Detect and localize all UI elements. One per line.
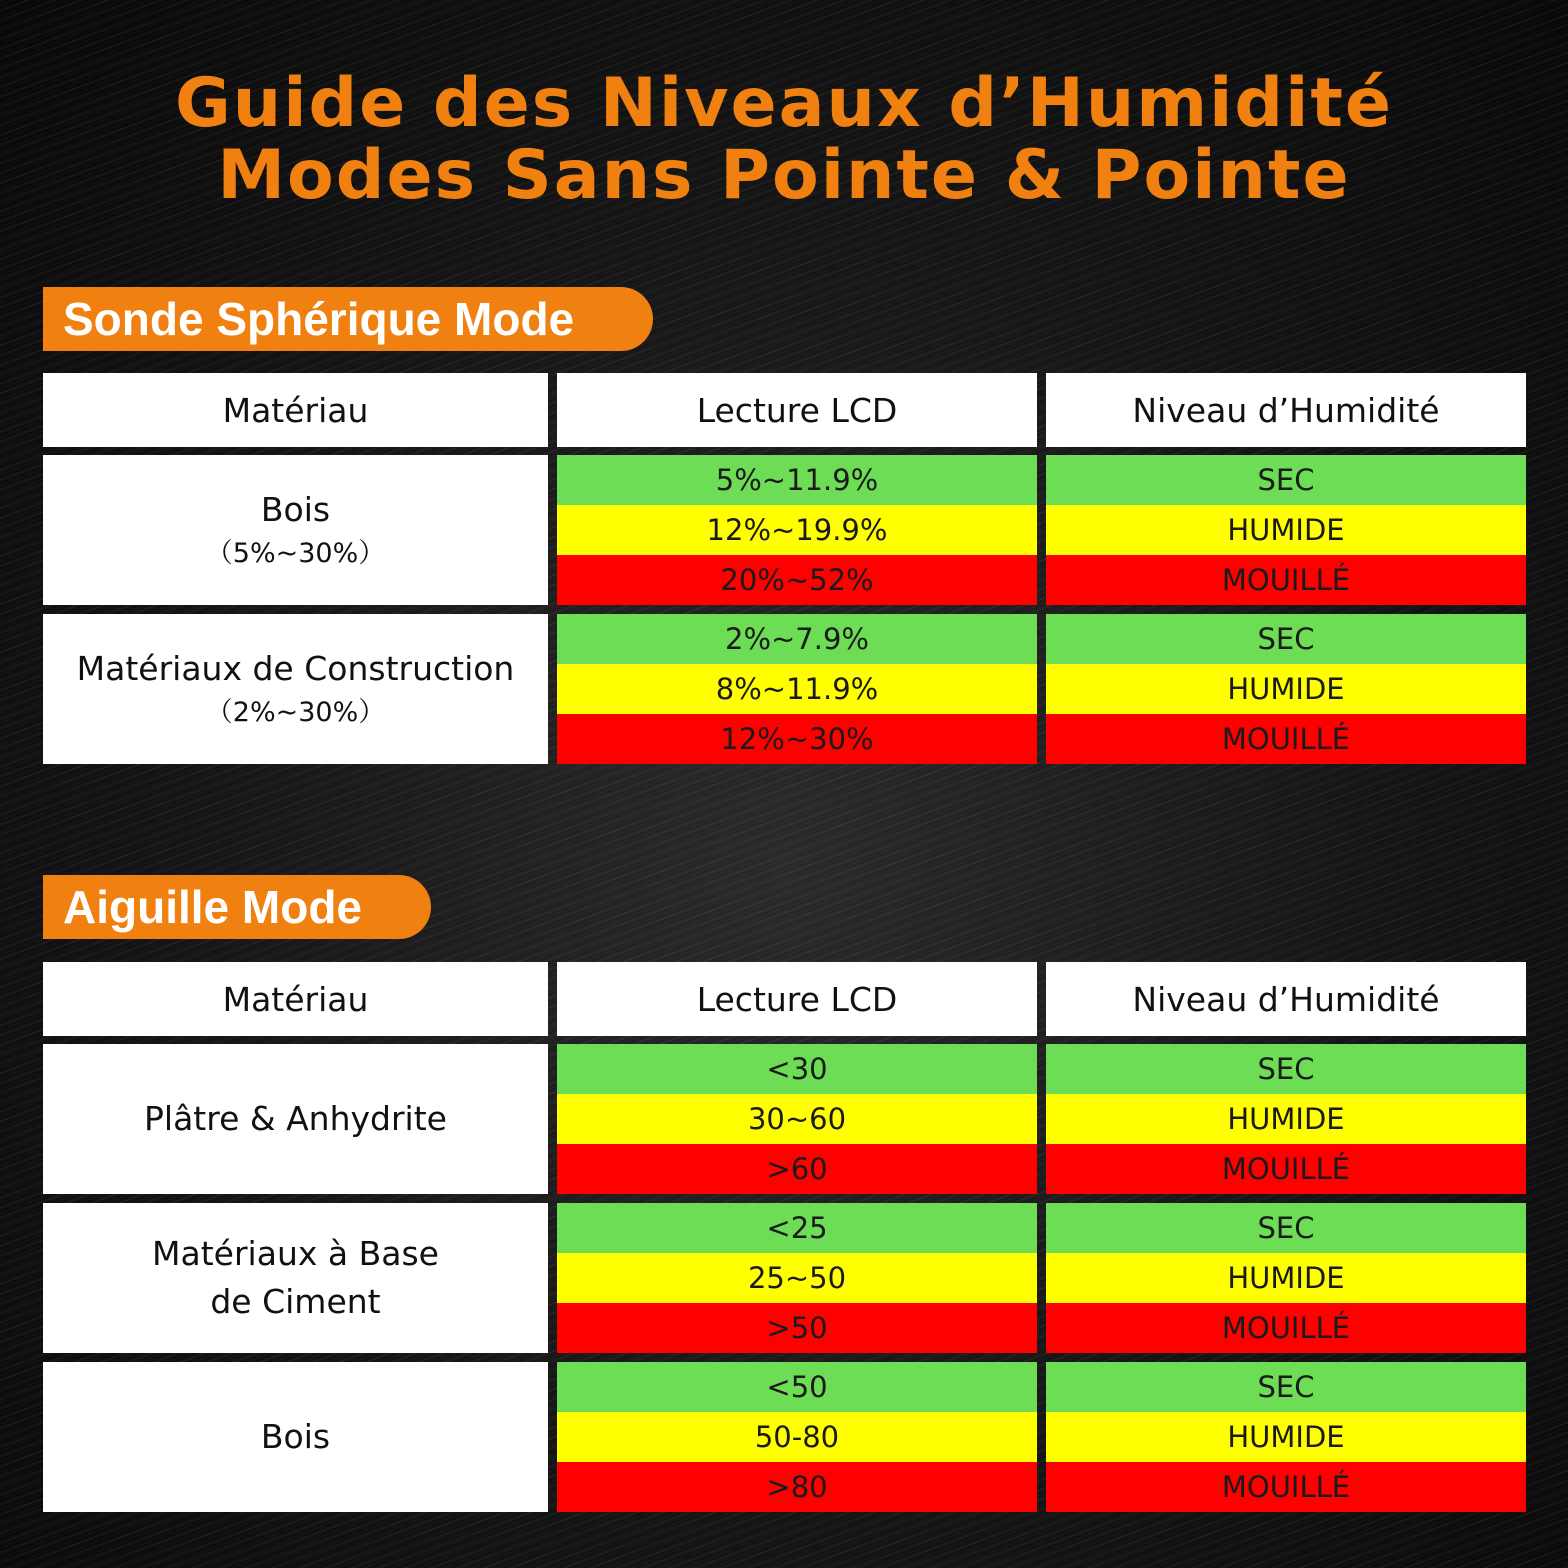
- lcd-reading-sec: 2%~7.9%: [557, 614, 1037, 664]
- page-title-line-1: Guide des Niveaux d’Humidité: [174, 64, 1394, 143]
- lcd-reading-sec: <25: [557, 1203, 1037, 1253]
- material-cell: [43, 455, 548, 605]
- lcd-reading-humide: 12%~19.9%: [557, 505, 1037, 555]
- material-cell: [43, 1362, 548, 1512]
- lcd-reading-mouille: 12%~30%: [557, 714, 1037, 764]
- section-badge-aiguille: Aiguille Mode: [43, 875, 431, 939]
- lcd-reading-humide: 30~60: [557, 1094, 1037, 1144]
- header-lecture-lcd: Lecture LCD: [557, 373, 1037, 447]
- humidity-level-sec: SEC: [1046, 1044, 1526, 1094]
- material-cell: [43, 1203, 548, 1353]
- lcd-reading-sec: 5%~11.9%: [557, 455, 1037, 505]
- material-name-line-2: de Ciment: [210, 1282, 381, 1321]
- header-materiau: Matériau: [43, 962, 548, 1036]
- humidity-level-sec: SEC: [1046, 614, 1526, 664]
- humidity-level-humide: HUMIDE: [1046, 505, 1526, 555]
- humidity-level-humide: HUMIDE: [1046, 1253, 1526, 1303]
- lcd-reading-mouille: 20%~52%: [557, 555, 1037, 605]
- header-niveau-humidite: Niveau d’Humidité: [1046, 373, 1526, 447]
- material-cell: [43, 614, 548, 764]
- material-cell: [43, 1044, 548, 1194]
- lcd-reading-mouille: >80: [557, 1462, 1037, 1512]
- humidity-level-sec: SEC: [1046, 1203, 1526, 1253]
- material-name: Plâtre & Anhydrite: [144, 1099, 447, 1138]
- material-name: Bois: [260, 490, 331, 529]
- lcd-reading-mouille: >60: [557, 1144, 1037, 1194]
- header-niveau-humidite: Niveau d’Humidité: [1046, 962, 1526, 1036]
- header-materiau: Matériau: [43, 373, 548, 447]
- humidity-level-sec: SEC: [1046, 1362, 1526, 1412]
- humidity-level-humide: HUMIDE: [1046, 1094, 1526, 1144]
- material-range: （5%~30%）: [205, 538, 386, 569]
- material-name: Bois: [260, 1417, 331, 1456]
- page-title-line-2: Modes Sans Pointe & Pointe: [217, 136, 1351, 215]
- section-badge-sonde: Sonde Sphérique Mode: [43, 287, 653, 351]
- material-range: （2%~30%）: [205, 697, 386, 728]
- lcd-reading-humide: 25~50: [557, 1253, 1037, 1303]
- humidity-level-mouille: MOUILLÉ: [1046, 1462, 1526, 1512]
- humidity-level-sec: SEC: [1046, 455, 1526, 505]
- humidity-level-mouille: MOUILLÉ: [1046, 1144, 1526, 1194]
- material-name: Matériaux à Base: [152, 1234, 439, 1273]
- lcd-reading-mouille: >50: [557, 1303, 1037, 1353]
- humidity-level-humide: HUMIDE: [1046, 1412, 1526, 1462]
- lcd-reading-humide: 8%~11.9%: [557, 664, 1037, 714]
- humidity-level-mouille: MOUILLÉ: [1046, 714, 1526, 764]
- lcd-reading-humide: 50-80: [557, 1412, 1037, 1462]
- lcd-reading-sec: <50: [557, 1362, 1037, 1412]
- lcd-reading-sec: <30: [557, 1044, 1037, 1094]
- humidity-level-mouille: MOUILLÉ: [1046, 1303, 1526, 1353]
- header-lecture-lcd: Lecture LCD: [557, 962, 1037, 1036]
- humidity-level-mouille: MOUILLÉ: [1046, 555, 1526, 605]
- material-name: Matériaux de Construction: [76, 649, 515, 688]
- humidity-level-humide: HUMIDE: [1046, 664, 1526, 714]
